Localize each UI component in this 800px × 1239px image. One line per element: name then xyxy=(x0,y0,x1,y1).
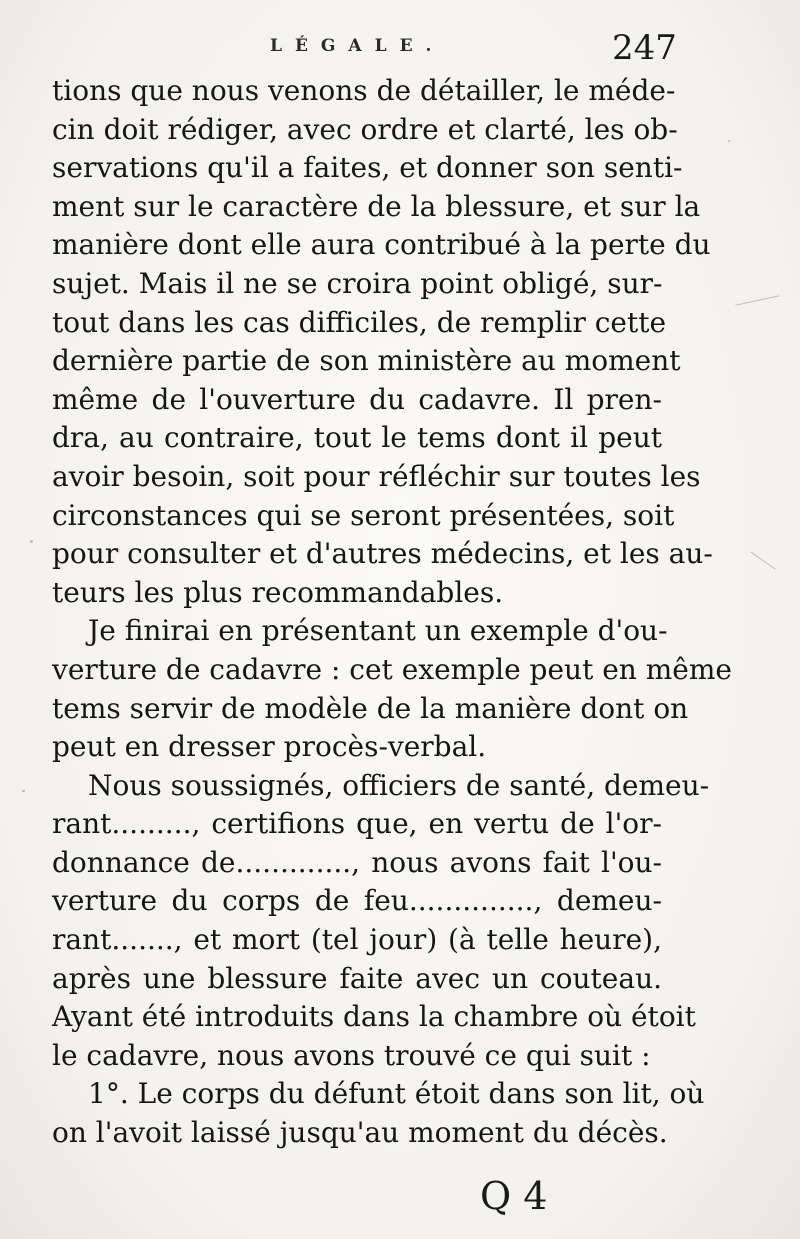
text-line: servations qu'il a faites, et donner son senti- xyxy=(52,151,683,185)
text-line: tout dans les cas difficiles, de remplir cette xyxy=(52,305,667,339)
text-line: rant........., certifions que, en vertu de l'or- xyxy=(52,807,662,841)
text-line: avoir besoin, soit pour réfléchir sur toutes les xyxy=(52,459,701,493)
text-line: tions que nous venons de détailler, le méde- xyxy=(52,74,676,107)
text-line: dernière partie de son ministère au moment xyxy=(52,344,681,378)
paper-speck xyxy=(22,790,25,792)
paper-scratch xyxy=(735,295,779,305)
text-line: verture du corps de feu.............., demeu- xyxy=(52,884,662,918)
text-line: cin doit rédiger, avec ordre et clarté, les ob- xyxy=(52,112,678,146)
page-number: 247 xyxy=(612,28,677,68)
paper-speck xyxy=(728,140,730,142)
body-text xyxy=(52,72,732,1153)
paper-scratch xyxy=(750,551,775,569)
text-line: tems servir de modèle de la manière dont on xyxy=(52,691,689,725)
text-line: le cadavre, nous avons trouvé ce qui suit : xyxy=(52,1038,651,1072)
text-line: pour consulter et d'autres médecins, et les au- xyxy=(52,537,713,571)
text-line: même de l'ouverture du cadavre. Il pren- xyxy=(52,382,662,416)
paragraph-start-line: Nous soussignés, officiers de santé, demeu- xyxy=(88,768,710,802)
text-line: après une blessure faite avec un couteau. xyxy=(52,961,662,995)
running-head: LÉGALE. xyxy=(270,36,445,56)
paragraph-start-line: 1°. Le corps du défunt étoit dans son lit, où xyxy=(88,1077,705,1111)
text-line: rant......., et mort (tel jour) (à telle heure), xyxy=(52,923,662,957)
text-line: peut en dresser procès-verbal. xyxy=(52,730,487,764)
text-line: donnance de............., nous avons fait l'ou- xyxy=(52,845,662,879)
paragraph-start-line: Je finirai en présentant un exemple d'ou- xyxy=(88,614,668,648)
text-line: verture de cadavre : cet exemple peut en même xyxy=(52,652,732,686)
text-line: on l'avoit laissé jusqu'au moment du décès. xyxy=(52,1116,668,1150)
text-line: ment sur le caractère de la blessure, et sur la xyxy=(52,189,701,223)
text-line: Ayant été introduits dans la chambre où étoit xyxy=(52,1000,696,1034)
paper-speck xyxy=(30,540,33,543)
text-line: circonstances qui se seront présentées, soit xyxy=(52,498,675,532)
text-line: dra, au contraire, tout le tems dont il peut xyxy=(52,421,662,455)
text-line: teurs les plus recommandables. xyxy=(52,575,504,609)
signature-mark: Q 4 xyxy=(480,1174,548,1218)
text-line: sujet. Mais il ne se croira point obligé, sur- xyxy=(52,266,663,300)
text-line: manière dont elle aura contribué à la perte du xyxy=(52,228,711,262)
